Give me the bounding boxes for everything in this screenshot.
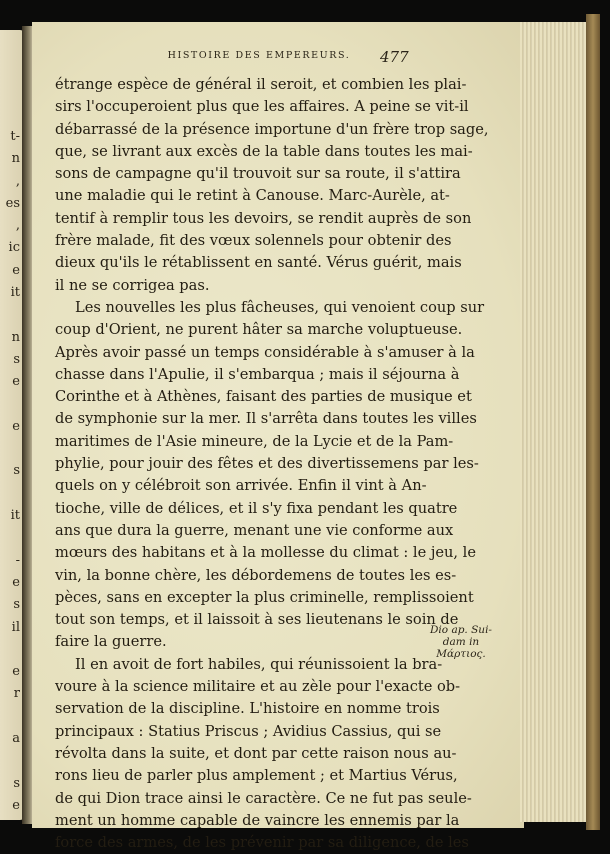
margin-note-line: Dio ap. Sui- xyxy=(430,624,492,636)
text-line: Il en avoit de fort habiles, qui réunissoient la bra- xyxy=(75,655,443,673)
facing-page-fragment: e xyxy=(12,574,20,590)
text-line: voure à la science militaire et au zèle pour l'exacte ob- xyxy=(55,678,461,696)
text-line: sons de campagne qu'il trouvoit sur sa route, il s'attira xyxy=(55,165,461,183)
facing-page-fragment: s xyxy=(13,351,20,367)
text-line: phylie, pour jouir des fêtes et des divertissemens par les- xyxy=(55,455,479,473)
facing-page-fragment: il xyxy=(11,619,20,635)
margin-note xyxy=(421,624,501,660)
facing-page-fragment: n xyxy=(11,151,20,167)
paragraph xyxy=(55,654,472,854)
facing-page-fragment: e xyxy=(12,262,20,278)
text-line: il ne se corrigea pas. xyxy=(55,276,210,294)
text-line: rons lieu de parler plus amplement ; et Martius Vérus, xyxy=(55,767,458,785)
text-line: tentif à remplir tous les devoirs, se rendit auprès de son xyxy=(55,209,472,227)
running-header: HISTOIRE DES EMPEREURS. xyxy=(167,50,351,61)
facing-page-fragment: e xyxy=(12,797,20,813)
facing-page-fragment xyxy=(0,483,20,505)
text-line: coup d'Orient, ne purent hâter sa marche voluptueuse. xyxy=(55,321,463,339)
text-line: quels on y célébroit son arrivée. Enfin il vint à An- xyxy=(55,477,427,495)
text-line: sirs l'occuperoient plus que les affaires. A peine se vit-il xyxy=(55,98,469,116)
facing-page-fragment: e xyxy=(12,374,20,390)
text-line: force des armes, de les prévenir par sa diligence, de les xyxy=(55,834,469,852)
book-cover-edge xyxy=(586,14,600,830)
page-number: 477 xyxy=(380,48,409,66)
margin-note-line: dam in xyxy=(442,636,480,648)
text-line: tioche, ville de délices, et il s'y fixa pendant les quatre xyxy=(55,499,458,517)
text-line: chasse dans l'Apulie, il s'embarqua ; mais il séjourna à xyxy=(55,365,460,383)
facing-page-fragment: es xyxy=(5,195,20,211)
facing-page-fragment: s xyxy=(13,775,20,791)
text-line: une maladie qui le retint à Canouse. Marc-Aurèle, at- xyxy=(55,187,450,205)
text-line: maritimes de l'Asie mineure, de la Lycie et de la Pam- xyxy=(55,432,454,450)
paragraph xyxy=(55,74,489,297)
text-line: que, se livrant aux excès de la table dans toutes les mai- xyxy=(55,142,473,160)
text-line: frère malade, fit des vœux solennels pour obtenir des xyxy=(55,232,452,250)
facing-page-fragment: e xyxy=(12,664,20,680)
text-line: de symphonie sur la mer. Il s'arrêta dans toutes les villes xyxy=(55,410,477,428)
text-line: débarrassé de la présence importune d'un frère trop sage, xyxy=(55,120,489,138)
page-block-edges xyxy=(520,22,593,822)
facing-page-fragment: r xyxy=(13,686,20,702)
facing-page-fragment xyxy=(0,639,20,661)
facing-page-fragment: it xyxy=(10,508,20,524)
text-line: ans que dura la guerre, menant une vie conforme aux xyxy=(55,521,454,539)
facing-page-edge xyxy=(0,30,24,820)
text-line: Les nouvelles les plus fâcheuses, qui venoient coup sur xyxy=(75,298,485,316)
text-line: pèces, sans en excepter la plus criminelle, remplissoient xyxy=(55,588,474,606)
facing-page-fragment: s xyxy=(13,463,20,479)
facing-page-fragment xyxy=(0,304,20,326)
facing-page-text-fragments xyxy=(0,126,20,817)
text-line: de qui Dion trace ainsi le caractère. Ce ne fut pas seule- xyxy=(55,789,472,807)
facing-page-fragment xyxy=(0,438,20,460)
facing-page-fragment xyxy=(0,750,20,772)
facing-page-fragment xyxy=(0,706,20,728)
text-line: vin, la bonne chère, les débordemens de toutes les es- xyxy=(55,566,457,584)
text-line: ment un homme capable de vaincre les ennemis par la xyxy=(55,811,460,829)
facing-page-fragment: , xyxy=(15,218,20,234)
text-line: Corinthe et à Athènes, faisant des parties de musique et xyxy=(55,388,472,406)
text-line: dieux qu'ils le rétablissent en santé. Vérus guérit, mais xyxy=(55,254,462,272)
text-line: faire la guerre. xyxy=(55,633,167,651)
text-line: mœurs des habitans et à la mollesse du climat : le jeu, le xyxy=(55,544,476,562)
facing-page-fragment xyxy=(0,527,20,549)
text-line: servation de la discipline. L'histoire en nomme trois xyxy=(55,700,440,718)
facing-page-fragment: ic xyxy=(8,240,20,256)
text-line: révolta dans la suite, et dont par cette raison nous au- xyxy=(55,744,457,762)
facing-page-fragment: a xyxy=(12,731,20,747)
text-line: Après avoir passé un temps considérable à s'amuser à la xyxy=(55,343,475,361)
margin-note-line: Μάρτιος. xyxy=(436,648,486,660)
facing-page-fragment: - xyxy=(15,552,20,568)
facing-page-fragment: n xyxy=(11,329,20,345)
text-line: principaux : Statius Priscus ; Avidius Cassius, qui se xyxy=(55,722,442,740)
facing-page-fragment: t- xyxy=(10,129,20,144)
facing-page-fragment: , xyxy=(15,173,20,189)
facing-page-fragment xyxy=(0,394,20,416)
text-line: tout son temps, et il laissoit à ses lieutenans le soin de xyxy=(55,611,459,629)
facing-page-fragment: e xyxy=(12,418,20,434)
facing-page-fragment: it xyxy=(10,285,20,301)
text-line: étrange espèce de général il seroit, et combien les plai- xyxy=(55,76,467,93)
facing-page-fragment: s xyxy=(13,597,20,613)
